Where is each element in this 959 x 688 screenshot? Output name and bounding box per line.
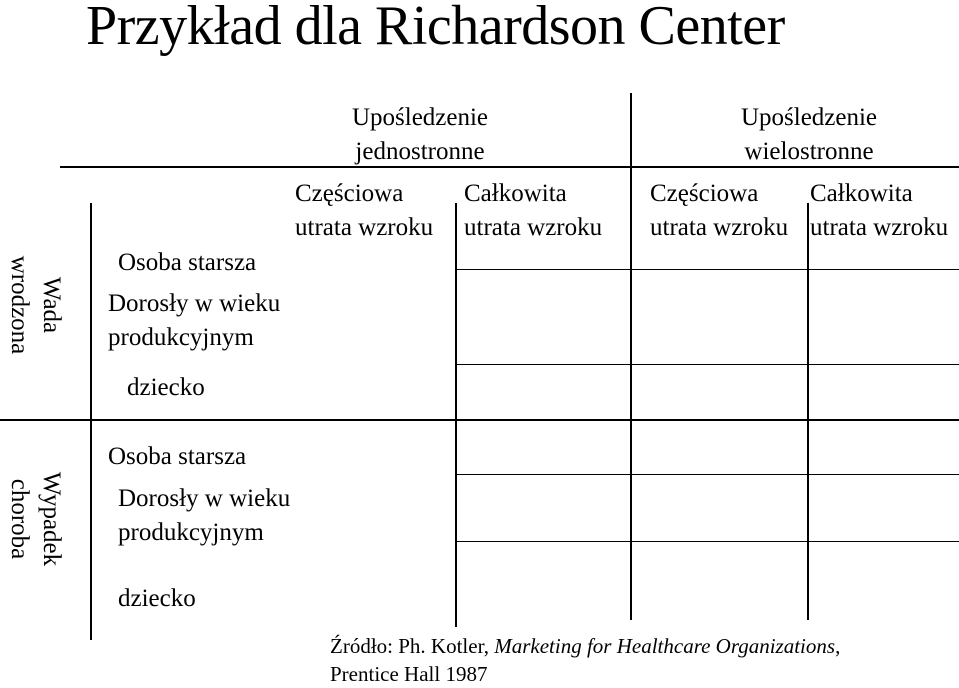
source-citation-line1 bbox=[330, 632, 840, 660]
column-line-1 bbox=[455, 203, 457, 627]
side-label-accident-line1: Wypadek bbox=[38, 471, 65, 567]
side-label-accident bbox=[3, 449, 67, 589]
source-citation bbox=[330, 632, 840, 688]
row-line-accident-2 bbox=[455, 541, 959, 542]
side-label-congenital-line2: wrodzona bbox=[6, 255, 33, 355]
header-group-unilateral-line1: Upośledzenie bbox=[351, 104, 489, 131]
header-partial-multilateral bbox=[650, 177, 788, 245]
row-label-adult-line2: produkcyjnym bbox=[118, 519, 264, 546]
row-label-child: dziecko bbox=[127, 374, 205, 401]
row-line-congenital-2 bbox=[455, 364, 959, 365]
source-citation-line2: Prentice Hall 1987 bbox=[330, 662, 488, 686]
header-total-line1: Całkowita bbox=[464, 180, 567, 207]
source-work-title: Marketing for Healthcare Organizations bbox=[494, 634, 836, 658]
header-group-multilateral-line1: Upośledzenie bbox=[740, 104, 878, 131]
row-label-elderly: Osoba starsza bbox=[108, 443, 247, 470]
header-total-line2: utrata wzroku bbox=[464, 214, 603, 241]
side-label-accident-line2: choroba bbox=[6, 478, 33, 560]
header-total-unilateral bbox=[464, 177, 602, 245]
header-total-multilateral bbox=[810, 177, 948, 245]
section-divider-line bbox=[0, 419, 959, 421]
header-partial-line2: utrata wzroku bbox=[650, 214, 789, 241]
column-line-3 bbox=[807, 203, 809, 620]
row-label-child: dziecko bbox=[118, 585, 196, 612]
source-punctuation: , bbox=[835, 634, 841, 658]
side-label-congenital-line1: Wada bbox=[38, 276, 65, 334]
header-partial-line2: utrata wzroku bbox=[295, 214, 434, 241]
row-line-accident-1 bbox=[455, 474, 959, 475]
header-partial-line1: Częściowa bbox=[650, 180, 759, 207]
source-label: Źródło: Ph. Kotler, bbox=[330, 634, 495, 658]
row-label-elderly: Osoba starsza bbox=[118, 249, 257, 276]
header-group-multilateral bbox=[709, 101, 909, 169]
side-label-congenital bbox=[3, 235, 67, 375]
header-total-line2: utrata wzroku bbox=[810, 214, 949, 241]
row-label-adult bbox=[108, 287, 280, 355]
row-label-adult-line1: Dorosły w wieku bbox=[108, 290, 281, 317]
row-label-adult-line2: produkcyjnym bbox=[108, 324, 254, 351]
header-group-unilateral-line2: jednostronne bbox=[355, 138, 485, 165]
page-title: Przykład dla Richardson Center bbox=[86, 0, 785, 57]
header-partial-unilateral bbox=[295, 177, 433, 245]
row-line-congenital-1 bbox=[455, 269, 959, 270]
column-line-2 bbox=[630, 93, 632, 620]
header-partial-line1: Częściowa bbox=[295, 180, 404, 207]
header-group-unilateral bbox=[320, 101, 520, 169]
header-group-multilateral-line2: wielostronne bbox=[744, 138, 874, 165]
row-label-adult bbox=[118, 482, 290, 550]
header-total-line1: Całkowita bbox=[810, 180, 913, 207]
left-vertical-line bbox=[90, 203, 92, 640]
row-label-adult-line1: Dorosły w wieku bbox=[118, 485, 291, 512]
